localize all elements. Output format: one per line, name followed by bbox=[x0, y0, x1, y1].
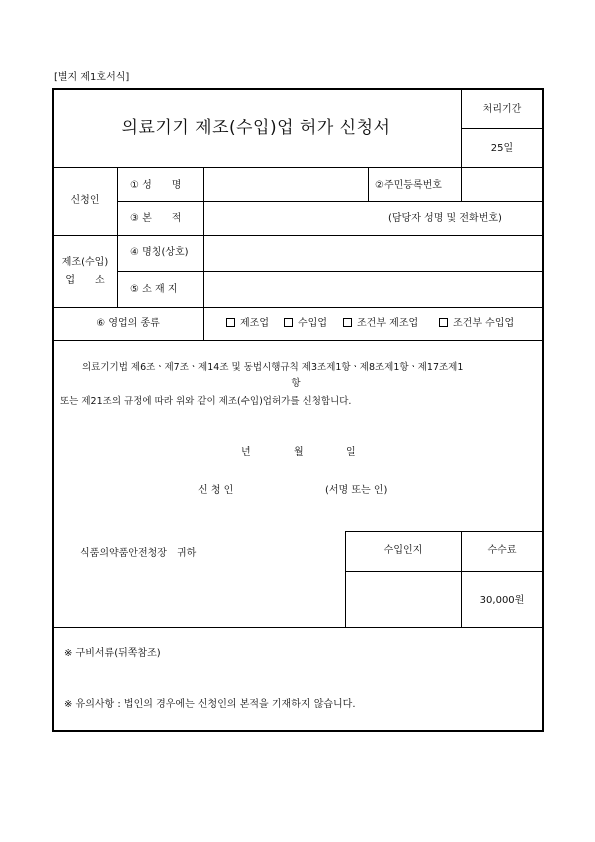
name-label: ① 성 명 bbox=[130, 180, 182, 191]
signature-note: (서명 또는 인) bbox=[325, 485, 388, 496]
rrn-field[interactable] bbox=[462, 168, 541, 200]
revenue-stamp-label: 수입인지 bbox=[383, 545, 423, 556]
required-documents-note: ※ 구비서류(뒤쪽참조) bbox=[64, 648, 161, 659]
statement-line-1b: 항 bbox=[291, 378, 301, 389]
option-conditional-import[interactable]: 조건부 수입업 bbox=[439, 318, 514, 330]
addressee: 식품의약품안전청장 귀하 bbox=[80, 548, 197, 559]
date-month: 월 bbox=[294, 447, 304, 458]
checkbox-icon[interactable] bbox=[284, 318, 293, 327]
business-address-label: ⑤ 소 재 지 bbox=[130, 284, 178, 295]
fee-value: 30,000원 bbox=[479, 595, 525, 606]
business-name-field[interactable] bbox=[204, 236, 541, 270]
applicant-sign-label: 신 청 인 bbox=[198, 485, 234, 496]
processing-period-label: 처리기간 bbox=[482, 104, 522, 115]
checkbox-icon[interactable] bbox=[226, 318, 235, 327]
applicant-section-label: 신청인 bbox=[70, 195, 100, 206]
form-title: 의료기기 제조(수입)업 허가 신청서 bbox=[121, 118, 391, 138]
business-section-label: 제조(수입) bbox=[61, 257, 109, 268]
statement-line-2: 또는 제21조의 규정에 따라 위와 같이 제조(수입)업허가를 신청합니다. bbox=[60, 396, 352, 407]
business-name-label: ④ 명칭(상호) bbox=[130, 247, 189, 258]
processing-period-value: 25일 bbox=[490, 143, 514, 154]
revenue-stamp-area[interactable] bbox=[346, 572, 460, 626]
form-number-label: [별지 제1호서식] bbox=[54, 72, 130, 83]
option-conditional-manufacture[interactable]: 조건부 제조업 bbox=[343, 318, 418, 330]
business-address-field[interactable] bbox=[204, 272, 541, 306]
domicile-note: (담당자 성명 및 전화번호) bbox=[388, 213, 502, 224]
domicile-label: ③ 본 적 bbox=[130, 213, 182, 224]
checkbox-icon[interactable] bbox=[343, 318, 352, 327]
checkbox-icon[interactable] bbox=[439, 318, 448, 327]
fee-label: 수수료 bbox=[487, 545, 517, 556]
name-field[interactable] bbox=[204, 168, 367, 200]
rrn-label: ②주민등록번호 bbox=[375, 180, 442, 191]
business-type-label: ⑥ 영업의 종류 bbox=[96, 318, 160, 329]
option-manufacture[interactable]: 제조업 bbox=[226, 318, 269, 330]
date-year: 년 bbox=[241, 447, 251, 458]
date-day: 일 bbox=[346, 447, 356, 458]
caution-note: ※ 유의사항 : 법인의 경우에는 신청인의 본적을 기재하지 않습니다. bbox=[64, 699, 356, 710]
option-import[interactable]: 수입업 bbox=[284, 318, 327, 330]
business-section-label-2: 업 소 bbox=[65, 275, 105, 286]
statement-line-1: 의료기기법 제6조ㆍ제7조ㆍ제14조 및 동법시행규칙 제3조제1항ㆍ제8조제1항ㆍ제17조제1 bbox=[82, 362, 464, 373]
